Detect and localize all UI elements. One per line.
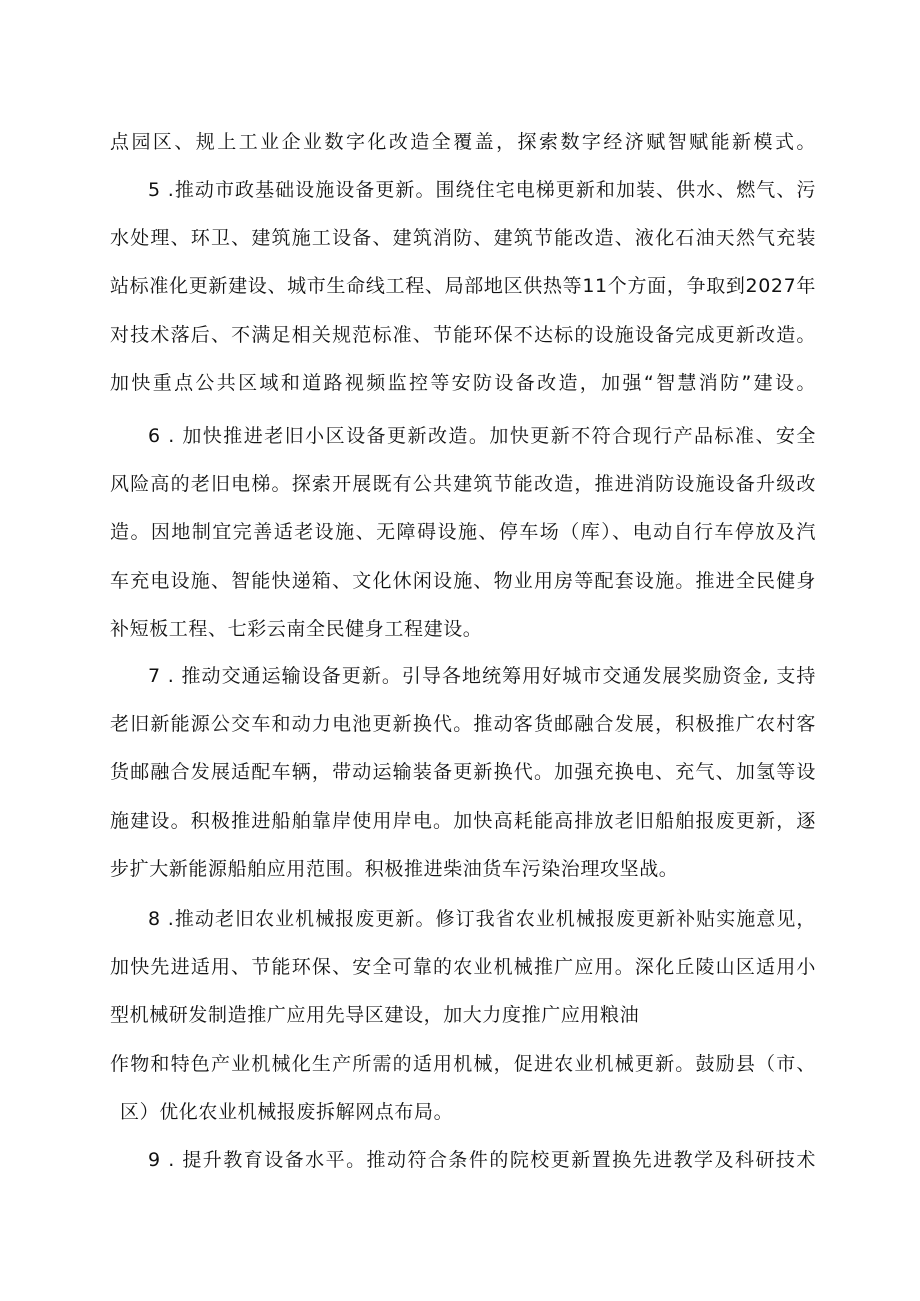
paragraph-5-heading-line: 5 .推动市政基础设施设备更新。围绕住宅电梯更新和加装、供水、燃气、污 <box>148 179 816 201</box>
text-line: 补短板工程、七彩云南全民健身工程建设。 <box>110 618 483 640</box>
text-line: 造。因地制宜完善适老设施、无障碍设施、停车场（库）、电动自行车停放及汽 <box>110 521 816 543</box>
text-line: 对技术落后、不满足相关规范标准、节能环保不达标的设施设备完成更新改造。 <box>110 324 816 346</box>
text-line: 车充电设施、智能快递箱、文化休闲设施、物业用房等配套设施。推进全民健身 <box>110 570 816 592</box>
text-line: 水处理、环卫、建筑施工设备、建筑消防、建筑节能改造、液化石油天然气充装 <box>110 227 816 249</box>
paragraph-9-heading-line: 9 . 提升教育设备水平。推动符合条件的院校更新置换先进教学及科研技术 <box>148 1149 816 1171</box>
text-line: 点园区、规上工业企业数字化改造全覆盖，探索数字经济赋智赋能新模式。 <box>110 131 816 153</box>
text-line: 老旧新能源公交车和动力电池更新换代。推动客货邮融合发展，积极推广农村客 <box>110 713 816 735</box>
paragraph-7-heading-line: 7 . 推动交通运输设备更新。引导各地统筹用好城市交通发展奖励资金, 支持 <box>148 665 816 687</box>
text-line: 步扩大新能源船舶应用范围。积极推进柴油货车污染治理攻坚战。 <box>110 858 679 880</box>
text-line: 站标准化更新建设、城市生命线工程、局部地区供热等11个方面，争取到2027年 <box>110 275 816 297</box>
text-line: 加快重点公共区域和道路视频监控等安防设备改造，加强“智慧消防”建设。 <box>110 372 816 394</box>
text-line: 加快先进适用、节能环保、安全可靠的农业机械推广应用。深化丘陵山区适用小 <box>110 956 816 978</box>
paragraph-6-heading-line: 6 . 加快推进老旧小区设备更新改造。加快更新不符合现行产品标准、安全 <box>148 425 816 447</box>
paragraph-8-heading-line: 8 .推动老旧农业机械报废更新。修订我省农业机械报废更新补贴实施意见， <box>148 908 816 930</box>
text-line: 型机械研发制造推广应用先导区建设，加大力度推广应用粮油 <box>110 1004 640 1026</box>
text-line: 区）优化农业机械报废拆解网点布局。 <box>120 1101 454 1123</box>
text-line: 货邮融合发展适配车辆，带动运输装备更新换代。加强充换电、充气、加氢等设 <box>110 761 816 783</box>
text-line: 风险高的老旧电梯。探索开展既有公共建筑节能改造，推进消防设施设备升级改 <box>110 473 816 495</box>
text-line: 施建设。积极推进船舶靠岸使用岸电。加快高耗能高排放老旧船舶报废更新，逐 <box>110 810 816 832</box>
text-line: 作物和特色产业机械化生产所需的适用机械，促进农业机械更新。鼓励县（市、 <box>110 1053 816 1075</box>
